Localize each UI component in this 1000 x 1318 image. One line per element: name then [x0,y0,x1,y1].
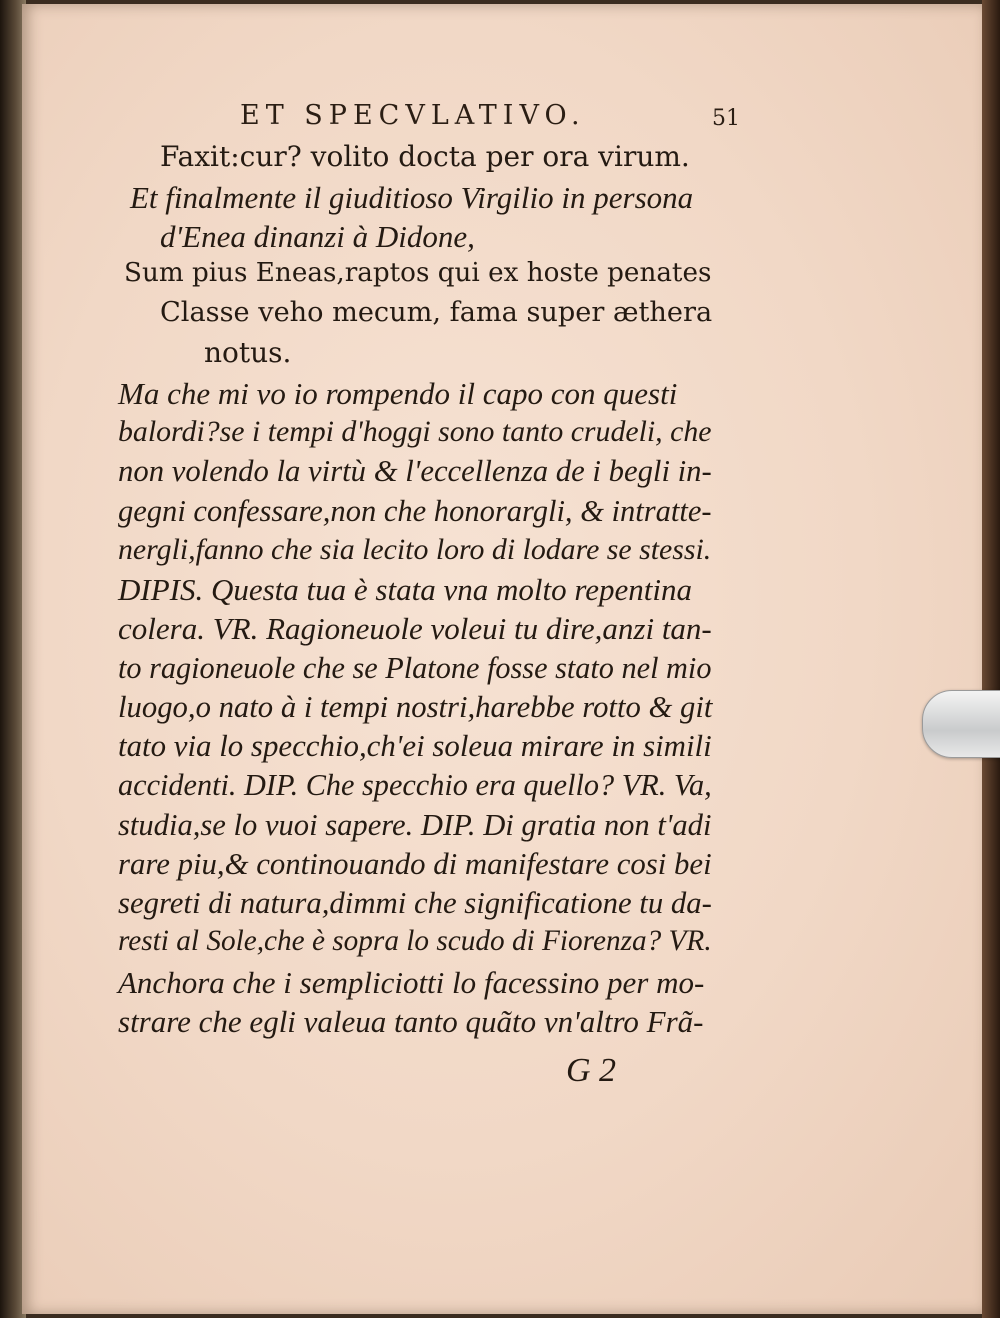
clip-tab [922,690,1000,758]
text-line: non volendo la virtù & l'eccellenza de i begli in- [118,454,712,488]
text-line: notus. [204,336,292,369]
text-line: Anchora che i sempliciotti lo facessino per mo- [118,965,705,1000]
text-line: segreti di natura,dimmi che significatione tu da- [118,886,712,920]
text-line: rare piu,& continouando di manifestare cosi bei [118,847,712,881]
text-line: gegni confessare,non che honorargli, & intratte- [118,494,712,528]
text-line: Ma che mi vo io rompendo il capo con questi [118,376,678,411]
text-line: strare che egli valeua tanto quãto vn'altro Frã- [118,1004,704,1039]
text-line: to ragioneuole che se Platone fosse stato nel mio [118,651,712,685]
page-fore-edge [982,0,1000,1318]
page-number: 51 [712,106,740,131]
signature-mark: G 2 [566,1052,617,1089]
running-head: ET SPECVLATIVO. [240,100,586,131]
text-line: studia,se lo vuoi sapere. DIP. Di gratia non t'adi [118,808,712,842]
text-line: nergli,fanno che sia lecito loro di lodare se stessi. [118,533,712,566]
text-line: Sum pius Eneas,raptos qui ex hoste penates [124,258,712,288]
text-line: Classe veho mecum, fama super æthera [160,297,713,328]
text-line: tato via lo specchio,ch'ei soleua mirare in simili [118,728,712,763]
text-line: colera. VR. Ragioneuole voleui tu dire,anzi tan- [118,611,712,646]
page-header [240,100,760,134]
text-line: balordi?se i tempi d'hoggi sono tanto crudeli, che [118,415,712,448]
text-line: accidenti. DIP. Che specchio era quello? VR. Va, [118,768,712,802]
text-line: d'Enea dinanzi à Didone, [160,219,475,254]
text-line: Faxit:cur? volito docta per ora virum. [160,140,690,173]
text-line: luogo,o nato à i tempi nostri,harebbe rotto & git [118,690,713,724]
text-line: DIPIS. Questa tua è stata vna molto repentina [118,572,692,607]
text-line: resti al Sole,che è sopra lo scudo di Fiorenza? VR. [118,925,712,957]
text-line: Et finalmente il giuditioso Virgilio in persona [130,180,694,215]
